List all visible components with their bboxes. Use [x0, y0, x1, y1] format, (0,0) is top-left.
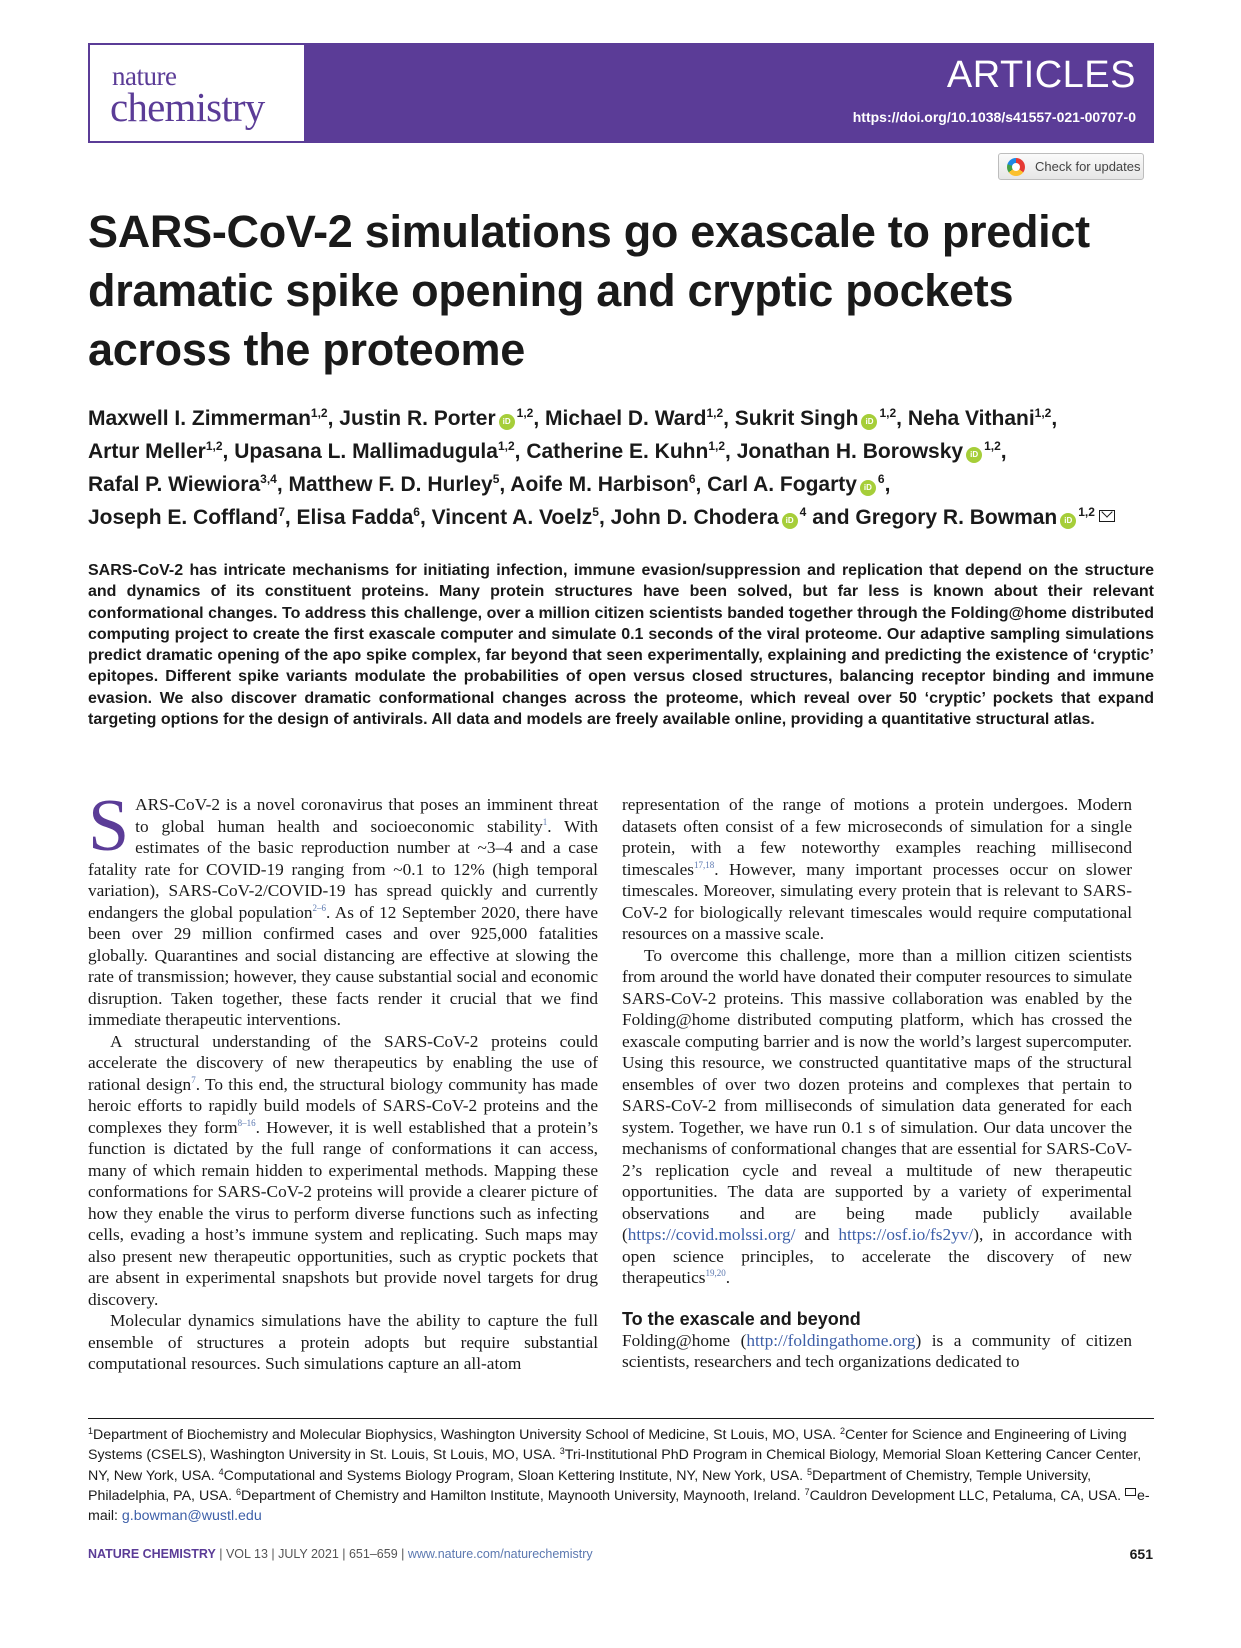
paragraph-text: . As of 12 September 2020, there have been over 29 million confirmed cases and over 925,000 fatalities globally. Quarantines and social distancing are effective at slowing the rate of transmission; however, they cause substantial social and economic disruption. Taken together, these facts render it crucial that we find immediate therapeutic interventions.	[88, 902, 598, 1029]
logo-word-chemistry: chemistry	[110, 84, 265, 130]
author-name[interactable]: Justin R. Porter	[339, 407, 496, 430]
paragraph-text: representation of the range of motions a protein undergoes. Modern datasets often consist of a few microseconds of simulation for a single protein, with a few noteworthy examples reaching millisecond timescales	[622, 795, 1132, 879]
orcid-icon[interactable]: iD	[1060, 513, 1076, 529]
author-list	[88, 402, 1168, 534]
paragraph-text: and	[795, 1225, 839, 1244]
affiliation-number: 4	[218, 1466, 224, 1477]
author-line: Artur Meller$^{1,2}$, Upasana L. Mallimadugula$^{1,2}$, Catherine E. Kuhn$^{1,2}$, Jonathan H. Borowsky iD$^{1,2}$,	[88, 439, 1007, 463]
drop-cap: S	[88, 785, 130, 867]
affiliation-text: Department of Chemistry, Temple University, Philadelphia, PA, USA.	[88, 1467, 1092, 1504]
author-affiliation: 1,2	[516, 406, 534, 420]
affiliation-text: Department of Chemistry and Hamilton Institute, Maynooth University, Maynooth, Ireland.	[241, 1487, 805, 1504]
author-affiliation: 1,2	[1034, 406, 1052, 420]
affiliation-text: Department of Biochemistry and Molecular Biophysics, Washington University School of Medicine, St Louis, MO, USA.	[93, 1427, 841, 1443]
page-footer	[88, 1547, 593, 1561]
osf-link[interactable]: https://osf.io/fs2yv/	[838, 1225, 974, 1244]
author-name[interactable]: Aoife M. Harbison	[510, 473, 689, 496]
paragraph-text: ) is a community of citizen scientists, researchers and tech organizations dedicated to	[622, 1330, 1132, 1371]
paragraph-text: A structural understanding of the SARS-CoV-2 proteins could accelerate the discovery of new therapeutics by enabling the use of rational design	[88, 1031, 598, 1094]
orcid-icon[interactable]: iD	[966, 447, 982, 463]
author-affiliation: 1,2	[706, 406, 724, 420]
author-affiliation: 1,2	[708, 439, 726, 453]
paragraph-text: . To this end, the structural biology community has made heroic efforts to rapidly build models of SARS-CoV-2 proteins and the complexes they form	[88, 1074, 598, 1137]
author-name[interactable]: Joseph E. Coffland	[88, 506, 279, 529]
author-name[interactable]: John D. Chodera	[610, 506, 779, 529]
logo-word-nature: nature	[112, 61, 177, 91]
footer-journal-name: NATURE CHEMISTRY	[88, 1547, 216, 1561]
section-heading: To the exascale and beyond	[622, 1308, 861, 1329]
author-name[interactable]: Michael D. Ward	[545, 407, 707, 430]
author-affiliation: 1,2	[1078, 505, 1095, 519]
paragraph	[88, 785, 598, 1031]
paragraph-text: ARS-CoV-2 is a novel coronavirus that poses an imminent threat to global human health and socioeconomic stability	[135, 795, 598, 836]
author-affiliation: 6	[877, 472, 885, 486]
author-name[interactable]: Rafal P. Wiewiora	[88, 473, 261, 496]
author-affiliation: 5	[492, 472, 500, 486]
paragraph	[88, 1031, 598, 1311]
paragraph-text: . However, it is well established that a protein’s function is dictated by the full range of conformations it can access, many of which remain hidden to experimental methods. Mapping these conformations for SARS-CoV-2 proteins will provide a clearer picture of how they enable the virus to perform diverse functions such as infecting cells, evading a host’s immune system and replicating. Such maps may also present new therapeutic opportunities, such as cryptic pockets that are absent in experimental snapshots but provide novel targets for drug discovery.	[88, 1117, 598, 1309]
footer-details: | VOL 13 | JULY 2021 | 651–659 |	[215, 1547, 408, 1561]
paragraph: Molecular dynamics simulations have the ability to capture the full ensemble of structures a protein adopts but require substantial computational resources. Such simulations capture an all-atom	[88, 1311, 598, 1373]
author-affiliation: 5	[592, 505, 599, 519]
check-for-updates-label: Check for updates	[1035, 159, 1141, 174]
reference-link[interactable]: 19,20	[705, 1268, 726, 1278]
paragraph-text: ), in accordance with open science principles, to accelerate the discovery of new therapeutics	[622, 1225, 1132, 1287]
paragraph-text: . With estimates of the basic reproduction number at ~3–4 and a case fatality rate for COVID-19 ranging from ~0.1 to 12% (high temporal variation), SARS-CoV-2/COVID-19 has spread quickly and currently endangers the global population	[88, 816, 598, 922]
author-affiliation: 4	[799, 505, 807, 519]
affiliation-text: Cauldron Development LLC, Petaluma, CA, USA.	[809, 1487, 1126, 1504]
foldingathome-link[interactable]: http://foldingathome.org	[746, 1330, 916, 1350]
author-line: Rafal P. Wiewiora$^{3,4}$, Matthew F. D. Hurley$^5$, Aoife M. Harbison$^6$, Carl A. Fogarty $iD^6$,	[88, 472, 891, 496]
reference-link[interactable]: 2–6	[312, 902, 326, 913]
author-name[interactable]: Neha Vithani	[907, 407, 1035, 430]
author-conjunction: and	[812, 506, 850, 529]
author-name[interactable]: Jonathan H. Borowsky	[736, 440, 964, 463]
affiliation-text: Center for Science and Engineering of Living Systems (CSELS), Washington University in St. Louis, St Louis, MO, USA.	[88, 1427, 1127, 1464]
doi-link[interactable]: https://doi.org/10.1038/s41557-021-00707-0	[852, 109, 1136, 125]
affiliation-number: 5	[806, 1466, 812, 1477]
orcid-icon[interactable]: iD	[782, 513, 798, 529]
paragraph	[622, 794, 1132, 945]
affiliation-number: 3	[559, 1446, 565, 1457]
author-affiliation: 3,4	[260, 472, 277, 486]
author-affiliation: 1,2	[879, 406, 897, 420]
author-affiliation: 1,2	[497, 439, 515, 453]
reference-link[interactable]: 8–16	[237, 1117, 256, 1128]
author-name[interactable]: Upasana L. Mallimadugula	[234, 440, 498, 463]
orcid-icon[interactable]: iD	[861, 414, 877, 430]
author-line: Maxwell I. Zimmerman$^{1,2}$, Justin R. Porter iD$^{1,2}$, Michael D. Ward$^{1,2}$, Sukrit Singh iD$^{1,2}$, Neha Vithani$^{1,2}$,	[88, 406, 1058, 430]
journal-banner	[88, 43, 1154, 143]
envelope-icon	[1125, 1488, 1136, 1496]
reference-link[interactable]: 7	[191, 1074, 196, 1085]
page-number: 651	[1129, 1546, 1153, 1562]
orcid-icon[interactable]: iD	[860, 480, 876, 496]
author-name[interactable]: Artur Meller	[88, 440, 206, 463]
author-affiliation: 1,2	[310, 406, 328, 420]
email-label: e-mail:	[88, 1487, 1150, 1525]
body-column-right	[622, 794, 1132, 1373]
reference-link[interactable]: 1	[542, 816, 548, 827]
affiliation-number: 7	[804, 1486, 810, 1497]
abstract: SARS-CoV-2 has intricate mechanisms for initiating infection, immune evasion/suppression and replication that depend on the structure and dynamics of its constituent proteins. Many protein structures have been solved, but far less is known about their relevant conformational changes. To address this challenge, over a million citizen scientists banded together through the Folding@home distributed computing project to create the first exascale computer and simulate 0.1 seconds of the viral proteome. Our adaptive sampling simulations predict dramatic opening of the apo spike complex, far beyond that seen experimentally, explaining and predicting the existence of ‘cryptic’ epitopes. Different spike variants modulate the probabilities of open versus closed structures, balancing receptor binding and immune evasion. We also discover dramatic conformational changes across the proteome, which reveal over 50 ‘cryptic’ pockets that expand targeting options for the design of antivirals. All data and models are freely available online, providing a quantitative structural atlas.	[88, 562, 1154, 729]
body-column-left	[88, 785, 598, 1375]
author-affiliation: 6	[688, 472, 696, 486]
crossmark-icon	[1007, 158, 1025, 176]
author-affiliation: 7	[278, 505, 285, 519]
envelope-icon[interactable]	[1099, 510, 1115, 522]
author-name[interactable]: Matthew F. D. Hurley	[288, 473, 493, 496]
paragraph-text: Folding@home (	[622, 1330, 747, 1350]
paragraph	[622, 945, 1132, 1289]
affiliation-number: 6	[236, 1486, 242, 1497]
affiliation-text: Tri-Institutional PhD Program in Chemical Biology, Memorial Sloan Kettering Cancer Center, NY, New York, USA.	[88, 1447, 1142, 1484]
footnote-divider	[88, 1418, 1154, 1419]
affiliations-footnote	[88, 1425, 1158, 1526]
affiliation-text: Computational and Systems Biology Program, Sloan Kettering Institute, NY, New York, USA.	[223, 1467, 807, 1484]
author-name[interactable]: Maxwell I. Zimmerman	[88, 407, 311, 430]
reference-link[interactable]: 17,18	[693, 859, 715, 870]
author-affiliation: 1,2	[205, 439, 223, 453]
section-label: ARTICLES	[946, 54, 1136, 96]
covid-molssi-link[interactable]: https://covid.molssi.org/	[627, 1225, 796, 1244]
author-name[interactable]: Gregory R. Bowman	[855, 506, 1058, 529]
author-affiliation: 6	[413, 505, 420, 519]
author-name[interactable]: Elisa Fadda	[296, 506, 414, 529]
author-name[interactable]: Vincent A. Voelz	[431, 506, 593, 529]
footer-journal-url[interactable]: www.nature.com/naturechemistry	[407, 1547, 593, 1561]
paragraph-text: .	[725, 1268, 731, 1287]
author-name[interactable]: Catherine E. Kuhn	[526, 440, 709, 463]
author-line: Joseph E. Coffland$^7$, Elisa Fadda$^6$, Vincent A. Voelz$^5$, John D. Chodera $iD^4$ and Gregory R. Bowman iD$^{1,2}$	[88, 501, 1168, 534]
author-name[interactable]: Carl A. Fogarty	[707, 473, 857, 496]
affiliation-number: 1	[88, 1426, 94, 1436]
email-link[interactable]: g.bowman@wustl.edu	[121, 1508, 262, 1525]
paragraph-text: . However, many important processes occur on slower timescales. Moreover, simulating every protein that is relevant to SARS-CoV-2 for biologically relevant timescales would require computational resources on a massive scale.	[622, 859, 1132, 943]
author-name[interactable]: Sukrit Singh	[734, 407, 859, 430]
check-for-updates-button[interactable]	[998, 153, 1144, 180]
orcid-icon[interactable]: iD	[499, 414, 515, 430]
journal-logo[interactable]	[90, 45, 304, 141]
paragraph-text: To overcome this challenge, more than a million citizen scientists from around the world have donated their computer resources to simulate SARS-CoV-2 proteins. This massive collaboration was enabled by the Folding@home distributed computing platform, which has crossed the exascale computing barrier and is now the world’s largest supercomputer. Using this resource, we constructed quantitative maps of the structural ensembles of over two dozen proteins and complexes that pertain to SARS-CoV-2 from milliseconds of simulation data generated for each system. Together, we have run 0.1 s of simulation. Our data uncover the mechanisms of conformational changes that are essential for SARS-CoV-2’s replication cycle and reveal a multitude of new therapeutic opportunities. The data are supported by a variety of experimental observations and are being made publicly available (	[622, 945, 1132, 1244]
article-title: SARS-CoV-2 simulations go exascale to predict dramatic spike opening and cryptic pockets across the proteome	[88, 206, 1090, 375]
paragraph	[622, 1330, 1132, 1373]
author-affiliation: 1,2	[984, 439, 1001, 453]
affiliation-number: 2	[840, 1426, 846, 1436]
